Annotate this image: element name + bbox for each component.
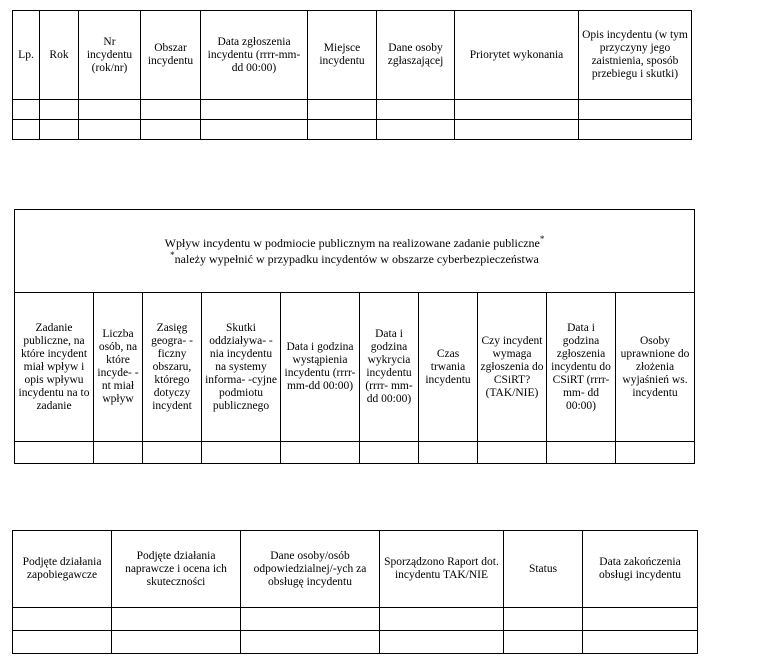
header-cell-lp: Lp.: [13, 11, 40, 100]
table-cell[interactable]: [13, 608, 112, 631]
impact-banner: [15, 210, 695, 293]
table-cell[interactable]: [360, 442, 419, 464]
table-row: [13, 631, 698, 654]
banner-title: Wpływ incydentu w podmiocie publicznym na realizowane zadanie publiczne: [164, 236, 540, 250]
header-cell-csirt-zgloszenie: Czy incydent wymaga zgłoszenia do CSiRT? (TAK/NIE): [478, 293, 547, 442]
header-row: [15, 293, 695, 442]
header-cell-status: Status: [504, 531, 583, 608]
header-cell-data-wystapienia: Data i godzina wystąpienia incydentu (rrrr-mm-dd 00:00): [281, 293, 360, 442]
table-cell[interactable]: [616, 442, 695, 464]
table-cell[interactable]: [141, 120, 201, 140]
header-cell-raport: Sporządzono Raport dot. incydentu TAK/NIE: [380, 531, 504, 608]
table-row: [13, 608, 698, 631]
header-cell-data-zgloszenia: Data zgłoszenia incydentu (rrrr-mm-dd 00:00): [201, 11, 308, 100]
table-cell[interactable]: [40, 100, 79, 120]
table-cell[interactable]: [504, 631, 583, 654]
header-cell-obszar: Obszar incydentu: [141, 11, 201, 100]
header-cell-rok: Rok: [40, 11, 79, 100]
table-cell[interactable]: [40, 120, 79, 140]
header-cell-czas-trwania: Czas trwania incydentu: [419, 293, 478, 442]
table-cell[interactable]: [308, 100, 377, 120]
table-cell[interactable]: [202, 442, 281, 464]
table-cell[interactable]: [579, 120, 692, 140]
incident-resolution-table: [12, 530, 698, 654]
header-cell-skutki: Skutki oddziaływa- -nia incydentu na systemy informa- -cyjne podmiotu publicznego: [202, 293, 281, 442]
table-cell[interactable]: [547, 442, 616, 464]
table-cell[interactable]: [504, 608, 583, 631]
table-cell[interactable]: [94, 442, 143, 464]
table-cell[interactable]: [583, 631, 698, 654]
table-row: [15, 442, 695, 464]
header-cell-liczba-osob: Liczba osób, na które incyde- -nt miał wpływ: [94, 293, 143, 442]
table-cell[interactable]: [13, 100, 40, 120]
table-cell[interactable]: [141, 100, 201, 120]
table-cell[interactable]: [79, 100, 141, 120]
header-cell-nr-incydentu: Nr incydentu (rok/nr): [79, 11, 141, 100]
table-row: [13, 100, 692, 120]
table-cell[interactable]: [377, 100, 455, 120]
table-cell[interactable]: [419, 442, 478, 464]
header-cell-dzialania-naprawcze: Podjęte działania naprawcze i ocena ich skuteczności: [112, 531, 241, 608]
incident-register-table: [12, 10, 692, 140]
table-cell[interactable]: [380, 608, 504, 631]
header-cell-dane-osoby: Dane osoby zgłaszającej: [377, 11, 455, 100]
header-cell-dzialania-zapobiegawcze: Podjęte działania zapobiegawcze: [13, 531, 112, 608]
table-cell[interactable]: [241, 608, 380, 631]
header-row: [13, 531, 698, 608]
table-cell[interactable]: [308, 120, 377, 140]
header-cell-zasieg: Zasięg geogra- -ficzny obszaru, którego dotyczy incydent: [143, 293, 202, 442]
table-cell[interactable]: [455, 100, 579, 120]
table-cell[interactable]: [112, 608, 241, 631]
table-cell[interactable]: [583, 608, 698, 631]
banner-row: [15, 210, 695, 293]
header-cell-priorytet: Priorytet wykonania: [455, 11, 579, 100]
banner-footnote: należy wypełnić w przypadku incydentów w obszarze cyberbezpieczeństwa: [174, 252, 539, 266]
table-cell[interactable]: [241, 631, 380, 654]
table-cell[interactable]: [201, 100, 308, 120]
table-cell[interactable]: [79, 120, 141, 140]
header-cell-data-zgloszenia-csirt: Data i godzina zgłoszenia incydentu do CSiRT (rrrr-mm- dd 00:00): [547, 293, 616, 442]
header-cell-miejsce: Miejsce incydentu: [308, 11, 377, 100]
banner-asterisk: *: [539, 234, 545, 244]
table-cell[interactable]: [478, 442, 547, 464]
table-cell[interactable]: [455, 120, 579, 140]
header-cell-data-wykrycia: Data i godzina wykrycia incydentu (rrrr- mm-dd 00:00): [360, 293, 419, 442]
table-cell[interactable]: [377, 120, 455, 140]
table-cell[interactable]: [201, 120, 308, 140]
table-cell[interactable]: [15, 442, 94, 464]
table-cell[interactable]: [281, 442, 360, 464]
header-cell-osoby-uprawnione: Osoby uprawnione do złożenia wyjaśnień ws. incydentu: [616, 293, 695, 442]
table-cell[interactable]: [579, 100, 692, 120]
table-cell[interactable]: [13, 631, 112, 654]
table-cell[interactable]: [13, 120, 40, 140]
table-cell[interactable]: [143, 442, 202, 464]
footnote-asterisk: *: [170, 250, 175, 260]
header-cell-dane-osob-odpowiedzialnych: Dane osoby/osób odpowiedzialnej/-ych za obsługę incydentu: [241, 531, 380, 608]
table-cell[interactable]: [380, 631, 504, 654]
header-cell-opis: Opis incydentu (w tym przyczyny jego zaistnienia, sposób przebiegu i skutki): [579, 11, 692, 100]
table-cell[interactable]: [112, 631, 241, 654]
table-row: [13, 120, 692, 140]
incident-impact-table: [14, 209, 695, 464]
header-cell-data-zakonczenia: Data zakończenia obsługi incydentu: [583, 531, 698, 608]
header-row: [13, 11, 692, 100]
header-cell-zadanie-publiczne: Zadanie publiczne, na które incydent miał wpływ i opis wpływu incydentu na to zadanie: [15, 293, 94, 442]
